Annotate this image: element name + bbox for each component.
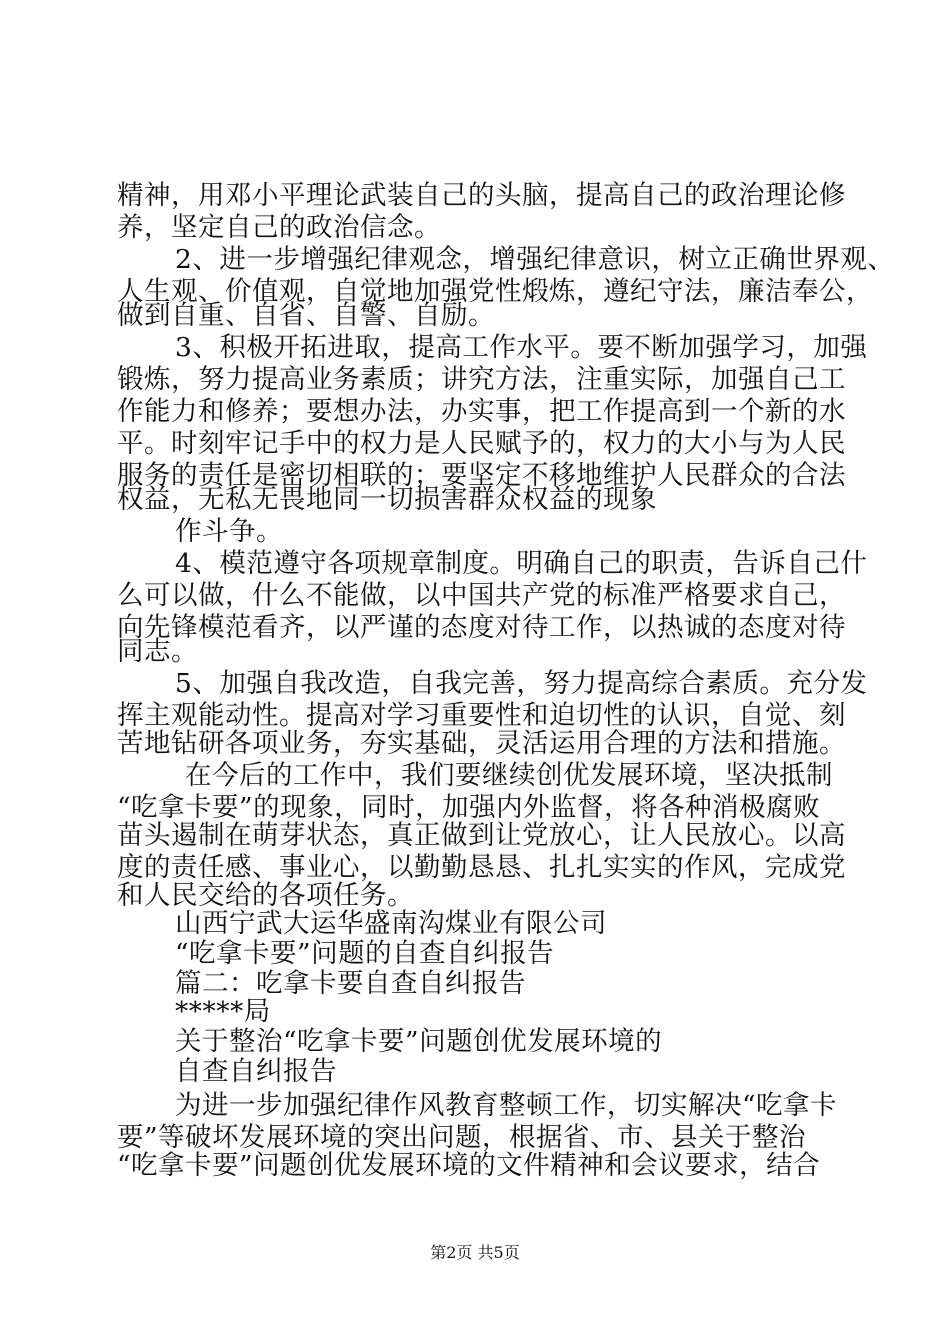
text-line: 2、进一步增强纪律观念，增强纪律意识，树立正确世界观、 — [175, 244, 895, 275]
text-line: 作能力和修养；要想办法，办实事，把工作提高到一个新的水 — [117, 396, 846, 427]
text-line: 5、加强自我改造，自我完善，努力提高综合素质。充分发 — [175, 668, 868, 699]
text-line: “吃拿卡要”的现象，同时，加强内外监督，将各种消极腐败 — [117, 792, 821, 823]
text-line: 权益，无私无畏地同一切损害群众权益的现象 — [117, 484, 657, 515]
text-line: 平。时刻牢记手中的权力是人民赋予的，权力的大小与为人民 — [117, 428, 846, 459]
text-line: 篇二：吃拿卡要自查自纠报告 — [175, 968, 526, 999]
text-line: 3、积极开拓进取，提高工作水平。要不断加强学习，加强 — [175, 332, 868, 363]
text-line: 苦地钻研各项业务，夯实基础，灵活运用合理的方法和措施。 — [117, 728, 846, 759]
text-line: 度的责任感、事业心，以勤勤恳恳、扎扎实实的作风，完成党 — [117, 852, 846, 883]
text-line: 为进一步加强纪律作风教育整顿工作，切实解决“吃拿卡 — [175, 1090, 838, 1121]
text-line: 要”等破坏发展环境的突出问题，根据省、市、县关于整治 — [117, 1122, 807, 1153]
text-line: 山西宁武大运华盛南沟煤业有限公司 — [175, 908, 607, 939]
text-line: 同志。 — [117, 636, 198, 667]
text-line: 向先锋模范看齐，以严谨的态度对待工作，以热诚的态度对待 — [117, 612, 846, 643]
text-line: 挥主观能动性。提高对学习重要性和迫切性的认识，自觉、刻 — [117, 700, 846, 731]
text-line: 关于整治“吃拿卡要”问题创优发展环境的 — [175, 1026, 663, 1057]
text-line: “吃拿卡要”问题的自查自纠报告 — [175, 938, 555, 969]
text-line: 人生观、价值观，自觉地加强党性煅炼，遵纪守法，廉洁奉公， — [117, 276, 873, 307]
text-line: “吃拿卡要”问题创优发展环境的文件精神和会议要求，结合 — [117, 1150, 821, 1181]
text-line: 4、模范遵守各项规章制度。明确自己的职责，告诉自己什 — [175, 548, 868, 579]
text-line: 和人民交给的各项任务。 — [117, 880, 414, 911]
text-line: 么可以做，什么不能做，以中国共产党的标准严格要求自己， — [117, 580, 846, 611]
text-line: 做到自重、自省、自警、自励。 — [117, 300, 495, 331]
text-line: 养，坚定自己的政治信念。 — [117, 212, 441, 243]
text-line: *****局 — [175, 996, 271, 1027]
text-line: 作斗争。 — [175, 516, 283, 547]
page-footer: 第2页 共5页 — [430, 1243, 520, 1262]
text-line: 自查自纠报告 — [175, 1056, 337, 1087]
text-line: 锻炼，努力提高业务素质；讲究方法，注重实际，加强自己工 — [117, 364, 846, 395]
text-line: 精神，用邓小平理论武装自己的头脑，提高自己的政治理论修 — [117, 180, 846, 211]
text-line: 服务的责任是密切相联的；要坚定不移地维护人民群众的合法 — [117, 460, 846, 491]
text-line: 苗头遏制在萌芽状态，真正做到让党放心，让人民放心。以高 — [117, 820, 846, 851]
text-line: 在今后的工作中，我们要继续创优发展环境，坚决抵制 — [185, 760, 833, 791]
